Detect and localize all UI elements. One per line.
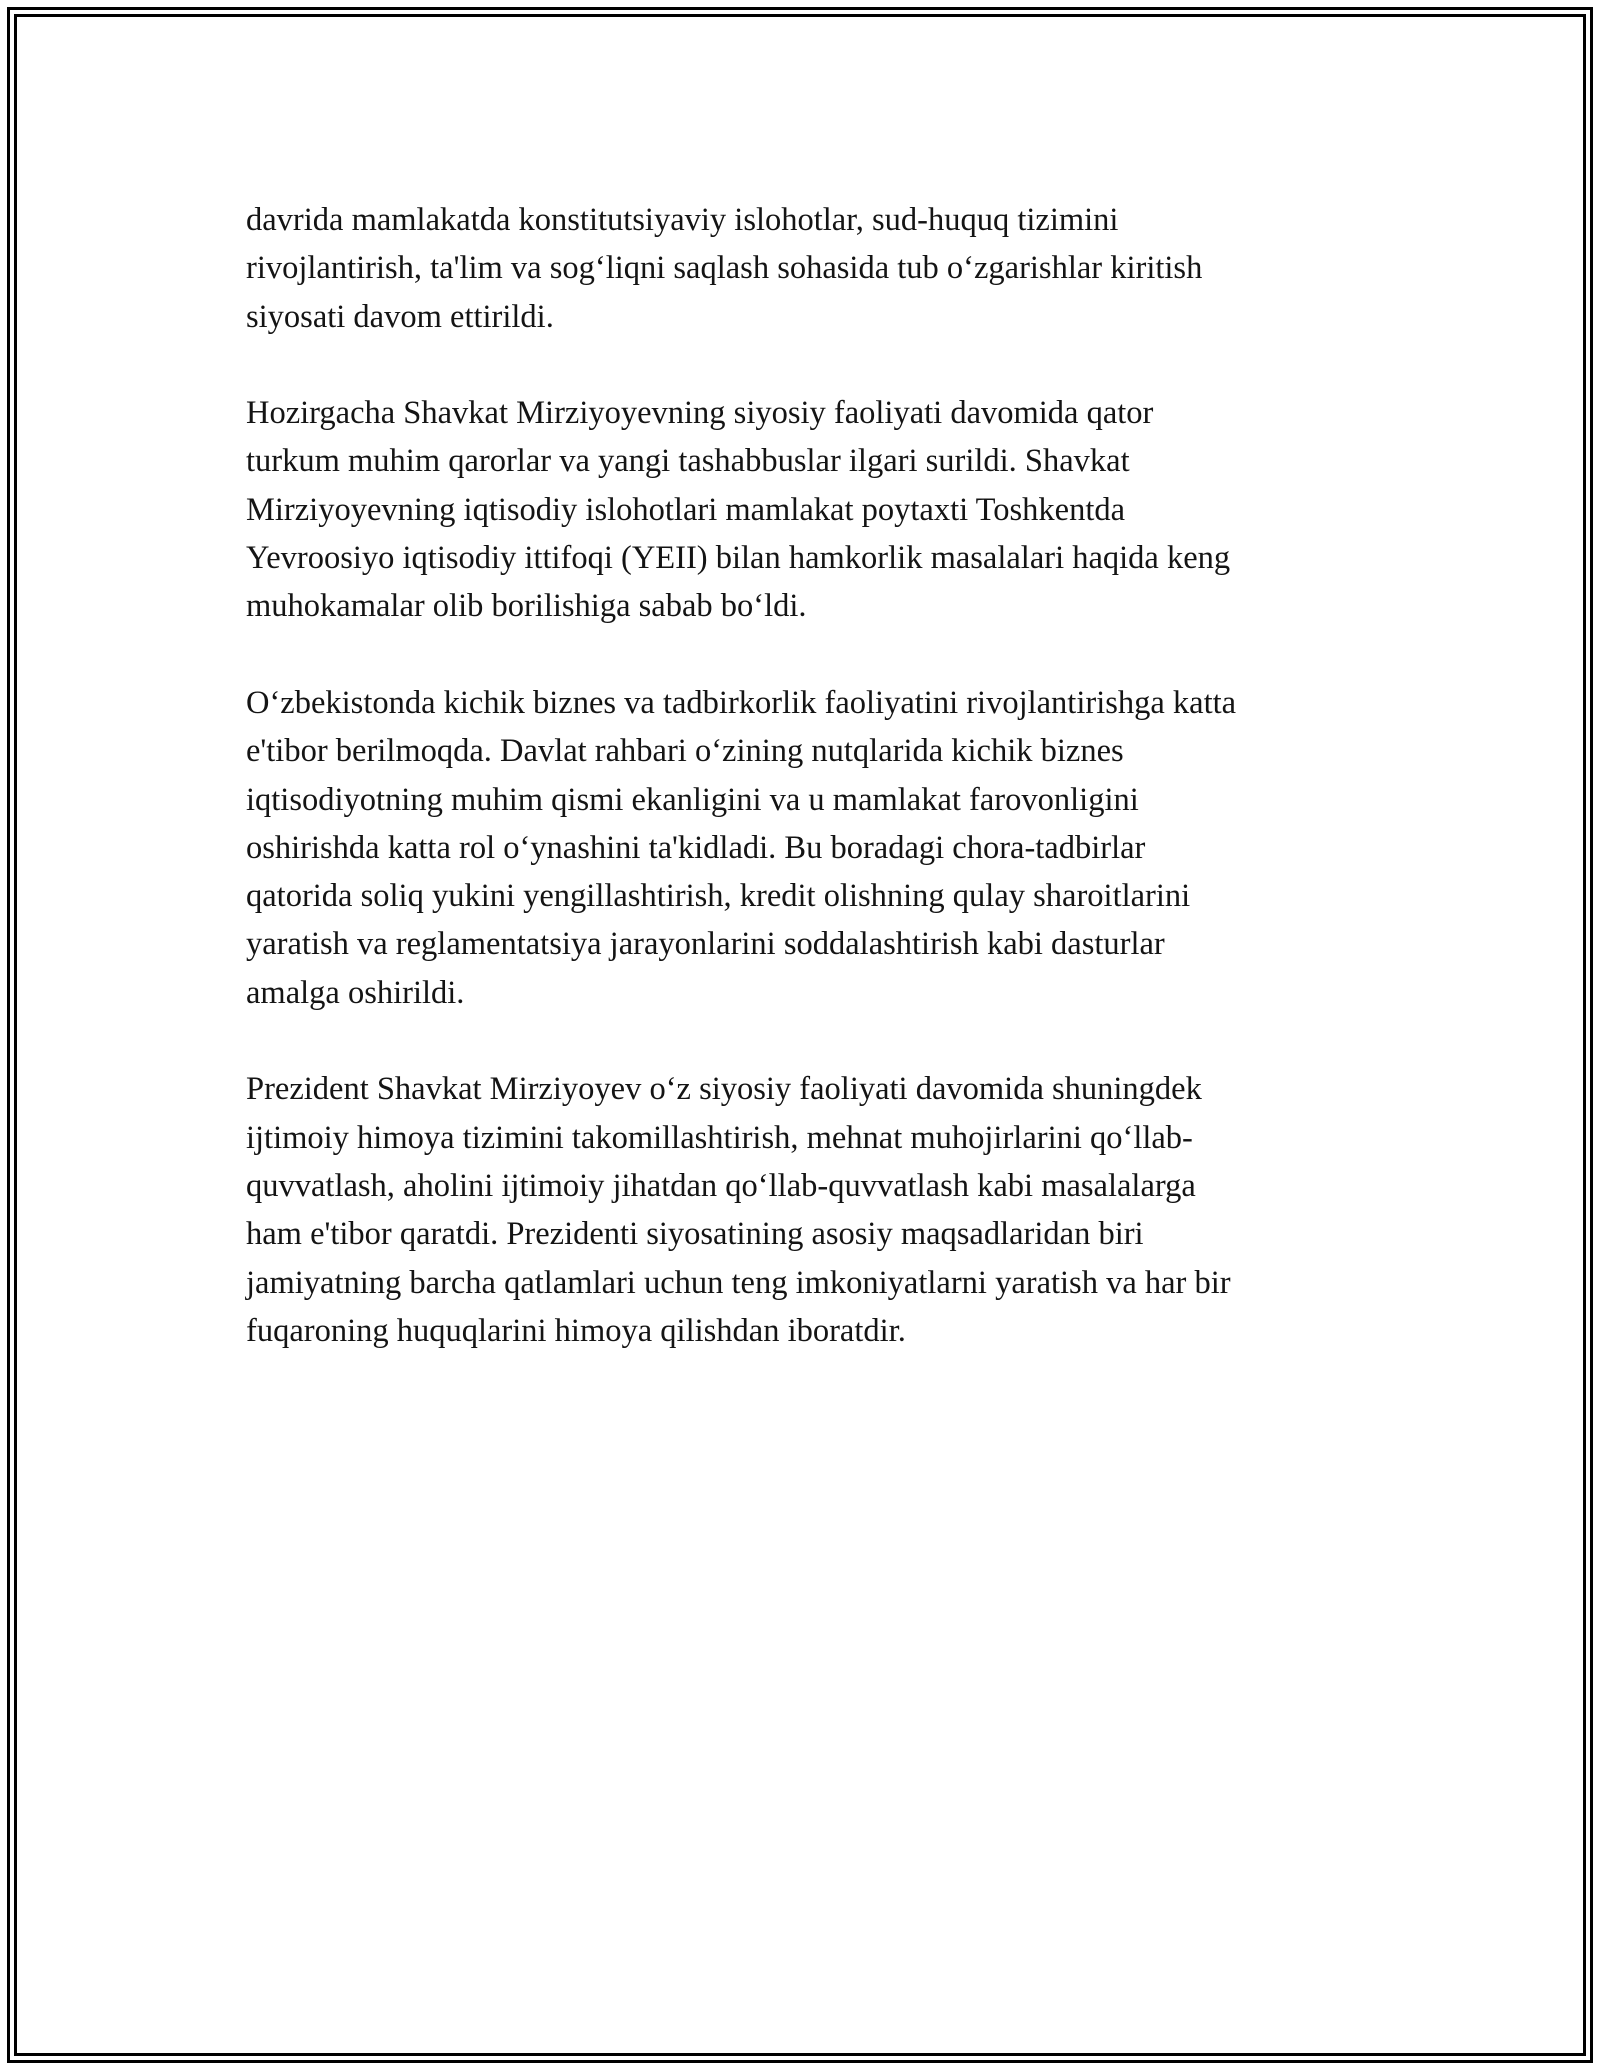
text-line: iqtisodiyotning muhim qismi ekanligini va u mamlakat farovonligini: [246, 781, 1139, 818]
paragraph: [246, 196, 1376, 341]
text-line: jamiyatning barcha qatlamlari uchun teng imkoniyatlarni yaratish va har bir: [246, 1264, 1231, 1301]
text-line: turkum muhim qarorlar va yangi tashabbuslar ilgari surildi. Shavkat: [246, 443, 1130, 480]
paragraph: [246, 679, 1376, 1017]
document-body: [246, 196, 1376, 1403]
text-line: siyosati davom ettirildi.: [246, 298, 554, 335]
text-line: O‘zbekistonda kichik biznes va tadbirkorlik faoliyatini rivojlantirishga katta: [246, 684, 1237, 721]
paragraph: [246, 1065, 1376, 1355]
text-line: Prezident Shavkat Mirziyoyev o‘z siyosiy faoliyati davomida shuningdek: [246, 1071, 1202, 1108]
text-line: Mirziyoyevning iqtisodiy islohotlari mamlakat poytaxti Toshkentda: [246, 491, 1126, 528]
text-line: e'tibor berilmoqda. Davlat rahbari o‘zining nutqlarida kichik biznes: [246, 733, 1124, 770]
text-line: muhokamalar olib borilishiga sabab bo‘ldi.: [246, 588, 807, 625]
paragraph: [246, 389, 1376, 630]
text-line: fuqaroning huquqlarini himoya qilishdan iboratdir.: [246, 1312, 906, 1349]
page-frame: [7, 7, 1593, 2063]
text-line: qatorida soliq yukini yengillashtirish, kredit olishning qulay sharoitlarini: [246, 878, 1191, 915]
text-line: davrida mamlakatda konstitutsiyaviy islohotlar, sud-huquq tizimini: [246, 202, 1119, 238]
text-line: amalga oshirildi.: [246, 974, 465, 1011]
text-line: Yevroosiyo iqtisodiy ittifoqi (YEII) bilan hamkorlik masalalari haqida keng: [246, 540, 1231, 577]
text-line: oshirishda katta rol o‘ynashini ta'kidladi. Bu boradagi chora-tadbirlar: [246, 829, 1146, 866]
text-line: ham e'tibor qaratdi. Prezidenti siyosatining asosiy maqsadlaridan biri: [246, 1216, 1144, 1253]
text-line: ijtimoiy himoya tizimini takomillashtirish, mehnat muhojirlarini qo‘llab-: [246, 1119, 1193, 1156]
text-line: yaratish va reglamentatsiya jarayonlarini soddalashtirish kabi dasturlar: [246, 926, 1165, 963]
text-line: quvvatlash, aholini ijtimoiy jihatdan qo‘llab-quvvatlash kabi masalalarga: [246, 1167, 1196, 1204]
text-line: Hozirgacha Shavkat Mirziyoyevning siyosiy faoliyati davomida qator: [246, 395, 1154, 432]
text-line: rivojlantirish, ta'lim va sog‘liqni saqlash sohasida tub o‘zgarishlar kiritish: [246, 250, 1203, 287]
